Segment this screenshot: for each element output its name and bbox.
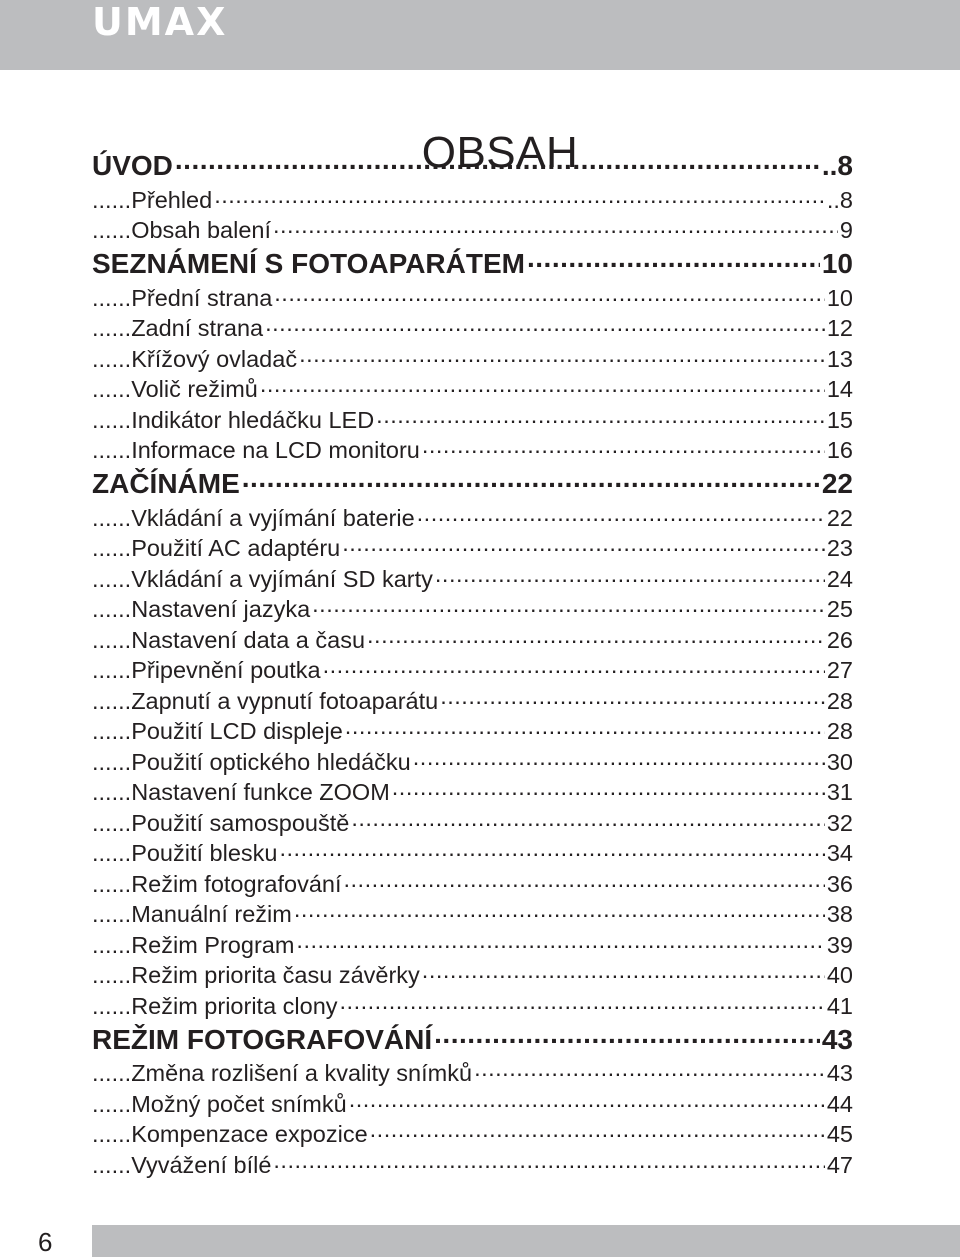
toc-entry-label: Obsah balení [131, 217, 271, 243]
toc-entry-leader: ...... [92, 437, 132, 463]
toc-entry-label: REŽIM FOTOGRAFOVÁNÍ [92, 1023, 433, 1055]
toc-entry-page: 30 [826, 748, 853, 775]
toc-entry-label: Použití samospouště [131, 809, 350, 836]
toc-entry-page: 25 [826, 596, 853, 622]
toc-entry-page: 38 [826, 901, 853, 927]
toc-entry-leader: ...... [92, 748, 132, 775]
toc-entry-leader: ...... [92, 870, 132, 897]
toc-dot-leader [370, 1119, 825, 1143]
toc-section-entry [92, 1021, 853, 1058]
toc-entry [92, 313, 853, 344]
toc-dot-leader [260, 374, 825, 398]
toc-entry-page: 15 [826, 406, 853, 433]
toc-dot-leader [349, 1088, 825, 1112]
toc-dot-leader [342, 533, 825, 557]
toc-entry [92, 685, 853, 716]
toc-entry [92, 594, 853, 625]
toc-entry-label: Manuální režim [131, 901, 292, 927]
toc-entry-leader: ...... [92, 1121, 132, 1147]
toc-entry [92, 990, 853, 1021]
footer-bar [92, 1225, 960, 1257]
toc-entry-page: ..8 [826, 186, 853, 213]
toc-dot-leader [323, 655, 825, 679]
toc-entry-label: Možný počet snímků [131, 1090, 347, 1117]
toc-entry-leader: ...... [92, 406, 132, 433]
toc-entry-label: Nastavení funkce ZOOM [131, 779, 390, 805]
toc-entry-leader: ...... [92, 779, 132, 805]
toc-dot-leader [367, 624, 825, 648]
toc-entry-leader: ...... [92, 376, 132, 402]
toc-entry [92, 1119, 853, 1150]
toc-dot-leader [273, 1149, 824, 1173]
toc-entry-label: ÚVOD [92, 150, 173, 181]
toc-entry [92, 624, 853, 655]
toc-entry [92, 777, 853, 808]
toc-dot-leader [242, 465, 820, 493]
toc-entry-label: Režim priorita času závěrky [131, 962, 420, 988]
toc-entry-page: 13 [826, 345, 853, 372]
toc-entry-page: 26 [826, 626, 853, 653]
toc-dot-leader [392, 777, 825, 801]
toc-entry-page: 44 [826, 1090, 853, 1117]
toc-dot-leader [413, 746, 825, 770]
toc-entry-leader: ...... [92, 345, 132, 372]
toc-entry-leader: ...... [92, 315, 132, 341]
toc-entry-leader: ...... [92, 1090, 132, 1117]
toc-entry-label: ZAČÍNÁME [92, 468, 240, 499]
toc-entry-page: 23 [826, 535, 853, 561]
toc-section-entry [92, 465, 853, 502]
toc-entry-page: 24 [826, 565, 853, 592]
toc-entry-page: 34 [826, 840, 853, 866]
toc-entry-leader: ...... [92, 1060, 132, 1086]
toc-entry-label: Volič režimů [131, 376, 258, 402]
toc-entry [92, 960, 853, 991]
toc-entry-leader: ...... [92, 596, 132, 622]
toc-dot-leader [351, 807, 825, 831]
toc-entry [92, 374, 853, 405]
toc-section-entry [92, 147, 853, 184]
toc-entry-leader: ...... [92, 687, 132, 714]
toc-dot-leader [265, 313, 825, 337]
toc-entry-leader: ...... [92, 657, 132, 683]
toc-entry-leader: ...... [92, 931, 132, 958]
header-bar [0, 0, 960, 70]
toc-entry-page: 14 [826, 376, 853, 402]
toc-dot-leader [435, 563, 825, 587]
toc-entry-label: Indikátor hledáčku LED [131, 406, 375, 433]
toc-entry-label: Použití LCD displeje [131, 718, 343, 744]
toc-entry-leader: ...... [92, 809, 132, 836]
toc-entry [92, 899, 853, 930]
toc-entry-label: Vyvážení bílé [131, 1151, 272, 1178]
toc-entry-page: 12 [826, 315, 853, 341]
toc-dot-leader [376, 404, 825, 428]
toc-entry-leader: ...... [92, 217, 132, 243]
toc-entry [92, 435, 853, 466]
toc-entry-leader: ...... [92, 1151, 132, 1178]
toc-entry-page: ..8 [821, 150, 853, 181]
toc-entry-leader: ...... [92, 962, 132, 988]
toc-entry-label: Změna rozlišení a kvality snímků [131, 1060, 473, 1086]
toc-entry-label: Informace na LCD monitoru [131, 437, 420, 463]
toc-entry-page: 27 [826, 657, 853, 683]
toc-dot-leader [422, 960, 825, 984]
toc-entry-leader: ...... [92, 565, 132, 592]
toc-dot-leader [175, 147, 820, 175]
toc-dot-leader [434, 1021, 820, 1049]
toc-dot-leader [214, 184, 825, 208]
toc-entry [92, 929, 853, 960]
toc-entry [92, 1088, 853, 1119]
toc-entry-label: Režim Program [131, 931, 295, 958]
toc-dot-leader [440, 685, 825, 709]
toc-entry [92, 746, 853, 777]
toc-entry-page: 28 [826, 687, 853, 714]
toc-entry-label: Připevnění poutka [131, 657, 321, 683]
toc-entry-page: 39 [826, 931, 853, 958]
toc-entry [92, 838, 853, 869]
toc-entry-leader: ...... [92, 992, 132, 1019]
toc-entry-page: 31 [826, 779, 853, 805]
toc-entry-page: 28 [826, 718, 853, 744]
toc-entry-page: 45 [826, 1121, 853, 1147]
toc-entry-page: 36 [826, 870, 853, 897]
toc-dot-leader [299, 343, 825, 367]
toc-entry-leader: ...... [92, 284, 132, 311]
toc-dot-leader [527, 245, 820, 273]
toc-entry [92, 1149, 853, 1180]
toc-dot-leader [273, 215, 838, 239]
toc-entry [92, 215, 853, 246]
toc-entry-label: Použití optického hledáčku [131, 748, 411, 775]
toc-dot-leader [294, 899, 825, 923]
toc-entry-label: Nastavení data a času [131, 626, 366, 653]
toc-entry-page: 10 [821, 248, 853, 279]
toc-entry [92, 655, 853, 686]
toc-entry-label: Křížový ovladač [131, 345, 298, 372]
toc-entry [92, 716, 853, 747]
toc-entry-label: Zapnutí a vypnutí fotoaparátu [131, 687, 439, 714]
toc-entry-page: 22 [821, 468, 853, 499]
page-number: 6 [38, 1227, 53, 1257]
toc-entry-leader: ...... [92, 186, 132, 213]
toc-entry-label: Kompenzace expozice [131, 1121, 368, 1147]
toc-entry [92, 343, 853, 374]
toc-dot-leader [422, 435, 825, 459]
toc-dot-leader [312, 594, 825, 618]
toc-entry-label: Nastavení jazyka [131, 596, 311, 622]
toc-entry-label: SEZNÁMENÍ S FOTOAPARÁTEM [92, 248, 525, 279]
toc-entry-label: Vkládání a vyjímání SD karty [131, 565, 433, 592]
toc-entry-label: Přehled [131, 186, 213, 213]
toc-entry-page: 16 [826, 437, 853, 463]
toc-entry-page: 22 [826, 504, 853, 531]
toc-entry-page: 43 [826, 1060, 853, 1086]
toc-entry-leader: ...... [92, 840, 132, 866]
toc-entry-leader: ...... [92, 718, 132, 744]
toc-dot-leader [296, 929, 824, 953]
toc-dot-leader [474, 1058, 825, 1082]
toc-entry-label: Přední strana [131, 284, 273, 311]
toc-entry-page: 9 [839, 217, 853, 243]
toc-entry-label: Režim fotografování [131, 870, 342, 897]
toc-entry-page: 40 [826, 962, 853, 988]
toc-entry-leader: ...... [92, 901, 132, 927]
toc-dot-leader [274, 282, 825, 306]
toc-entry-leader: ...... [92, 504, 132, 531]
toc-entry [92, 282, 853, 313]
toc-entry [92, 563, 853, 594]
toc-dot-leader [417, 502, 825, 526]
toc-entry-page: 41 [826, 992, 853, 1019]
toc-entry-label: Režim priorita clony [131, 992, 338, 1019]
toc-entry-page: 43 [821, 1023, 853, 1055]
toc-entry-label: Zadní strana [131, 315, 264, 341]
toc-entry [92, 404, 853, 435]
toc-entry [92, 533, 853, 564]
toc-dot-leader [343, 868, 824, 892]
toc-dot-leader [345, 716, 825, 740]
toc-dot-leader [340, 990, 825, 1014]
toc-entry [92, 1058, 853, 1089]
toc-entry [92, 502, 853, 533]
toc-section-entry [92, 245, 853, 282]
toc-entry [92, 868, 853, 899]
toc-entry-page: 10 [826, 284, 853, 311]
page-title: OBSAH [421, 128, 579, 178]
toc-entry-leader: ...... [92, 626, 132, 653]
toc-entry [92, 807, 853, 838]
table-of-contents [92, 147, 853, 1180]
toc-dot-leader [280, 838, 825, 862]
toc-entry-page: 47 [826, 1151, 853, 1178]
toc-entry-label: Použití blesku [131, 840, 278, 866]
toc-entry-label: Vkládání a vyjímání baterie [131, 504, 415, 531]
toc-entry-label: Použití AC adaptéru [131, 535, 341, 561]
toc-entry-page: 32 [826, 809, 853, 836]
brand-logo: UMAX [92, 0, 228, 44]
toc-entry-leader: ...... [92, 535, 132, 561]
toc-entry [92, 184, 853, 215]
